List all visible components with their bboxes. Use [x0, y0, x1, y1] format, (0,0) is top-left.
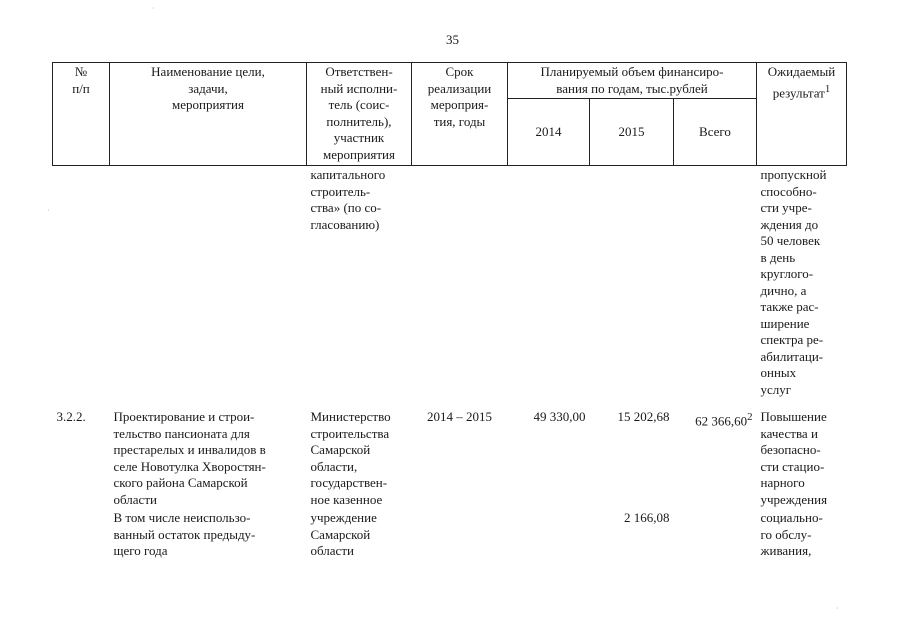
incl-value-2015: 2 166,08 [624, 510, 670, 525]
incl-result-cell: социально- го обслу- живания, [760, 510, 823, 558]
page-number: 35 [446, 32, 459, 47]
scan-speck: · [47, 206, 50, 215]
header-number: № п/п [53, 63, 110, 166]
table-row [53, 408, 847, 509]
row-value-2015: 15 202,68 [617, 409, 670, 424]
incl-name-cell: В том числе неиспользо- ванный остаток предыду- щего года [113, 510, 256, 558]
header-year-2014: 2014 [508, 99, 590, 166]
scan-speck: · [152, 4, 155, 13]
header-result: Ожидаемый результат$^1$ [757, 63, 847, 166]
table-row [53, 166, 847, 409]
header-term: Срок реализации мероприя- тия, годы [412, 63, 508, 166]
cont-responsible-cell: капитального строитель- ства» (по со- гласованию) [310, 167, 386, 232]
row-term: 2014 – 2015 [427, 409, 492, 424]
scan-speck: · [836, 604, 839, 613]
header-responsible: Ответствен- ный исполни- тель (соис- полнитель), участник мероприятия [307, 63, 412, 166]
row-result-cell: Повышение качества и безопасно- сти стацио- нарного учреждения [760, 409, 828, 507]
incl-responsible-cell: учреждение Самарской области [310, 510, 377, 558]
row-value-2014: 49 330,00 [533, 409, 586, 424]
header-total: Всего [674, 99, 757, 166]
table-row [53, 509, 847, 561]
header-funding: Планируемый объем финансиро- вания по годам, тыс.рублей [508, 63, 757, 99]
row-number: 3.2.2. [56, 409, 86, 424]
row-responsible-cell: Министерство строительства Самарской области, государствен- ное казенное [310, 409, 391, 507]
cont-result-cell: пропускной способно- сти учре- ждения до 50 человек в день круглого- дично, а также рас- ширение спектра ре- абилитаци- онных услуг [760, 167, 827, 397]
header-name: Наименование цели, задачи, мероприятия [110, 63, 307, 166]
row-name-cell: Проектирование и строи- тельство пансионата для престарелых и инвалидов в селе Новотулка Хворостян- ского района Самарской области [113, 409, 266, 507]
header-year-2015: 2015 [590, 99, 674, 166]
program-table [52, 62, 847, 561]
row-value-total: 62 366,60$^2$ [695, 411, 753, 429]
